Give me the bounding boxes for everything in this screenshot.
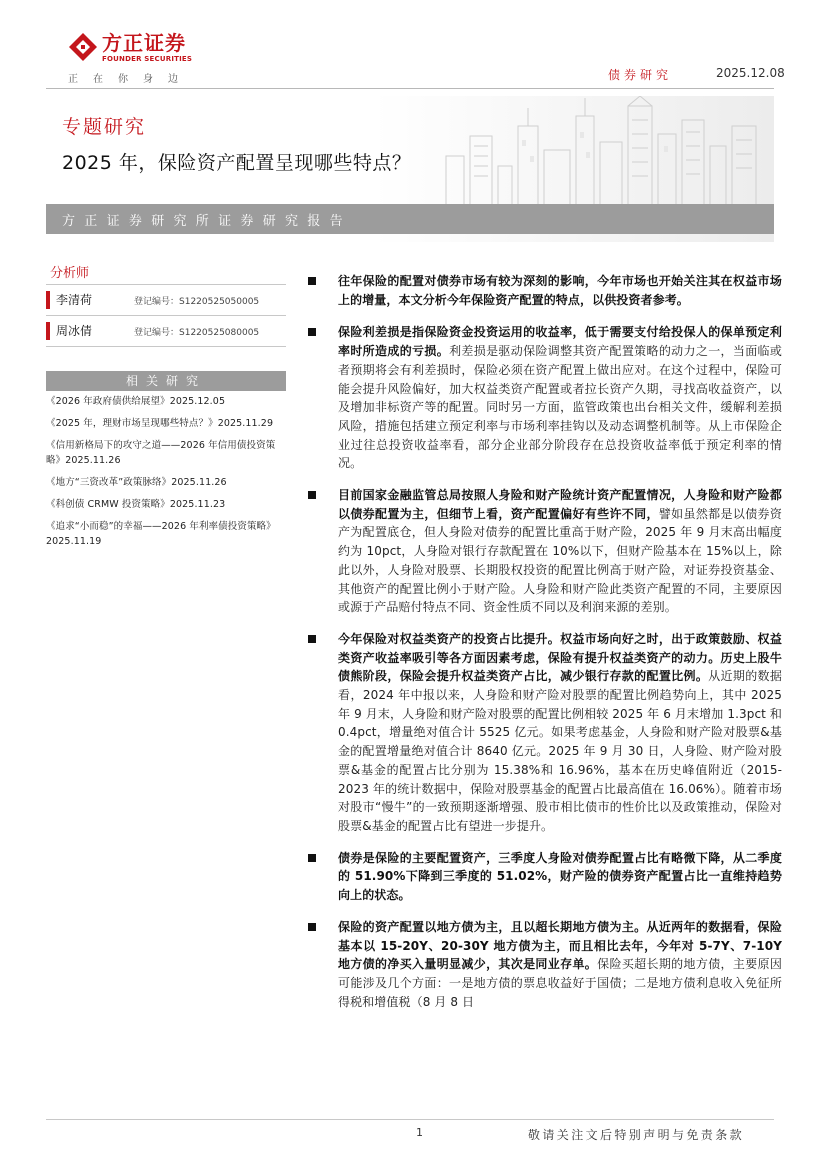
brand-name-en: FOUNDER SECURITIES	[102, 55, 193, 63]
analyst-card	[46, 320, 286, 344]
report-date: 2025.12.08	[716, 66, 785, 80]
paragraph-lead: 目前国家金融监管总局按照人身险和财产险统计资产配置情况，人身险和财产险都以债券配置为主，但细节上看，资产配置偏好有些许不同，	[338, 488, 782, 521]
report-type-label: 专题研究	[62, 116, 147, 138]
summary-paragraph	[308, 486, 782, 617]
analyst-name: 李清荷	[56, 293, 93, 307]
square-bullet-icon	[308, 923, 316, 931]
report-body	[308, 272, 782, 1024]
related-research-link[interactable]: 《信用新格局下的攻守之道——2026 年信用债投资策略》2025.11.26	[46, 440, 276, 466]
paragraph-lead: 债券是保险的主要配置资产，三季度人身险对债券配置占比有略微下降，从二季度的 51.90%下降到三季度的 51.02%，财产险的债券资产配置占比一直维持趋势向上的状态。	[338, 850, 782, 903]
analysts-heading: 分析师	[50, 266, 90, 281]
footer-divider	[46, 1119, 774, 1120]
summary-paragraph	[308, 918, 782, 1012]
related-research-link[interactable]: 《地方“三资改革”政策脉络》2025.11.26	[46, 477, 227, 488]
founder-logo-icon	[68, 32, 98, 62]
company-logo	[68, 32, 228, 84]
paragraph-lead: 保险的资产配置以地方债为主，且以超长期地方债为主。从近两年的数据看，保险基本以 15-20Y、20-30Y 地方债为主，而且相比去年，今年对 5-7Y、7-10Y 地方债的净买入量明显减少，其次是同业存单。	[338, 919, 782, 972]
related-research-list	[46, 394, 288, 556]
analyst-registration: 登记编号：S1220525080005	[134, 328, 260, 338]
summary-paragraph	[308, 630, 782, 836]
analyst-accent-bar	[46, 291, 50, 309]
brand-name: 方正证券	[102, 31, 186, 55]
header-divider	[46, 88, 774, 89]
analyst-name: 周冰倩	[56, 324, 93, 338]
analysts-top-divider	[46, 284, 286, 285]
analyst-card	[46, 289, 286, 313]
report-banner	[46, 96, 774, 242]
disclaimer-note: 敬请关注文后特别声明与免责条款	[528, 1128, 745, 1142]
report-source-text: 方正证券研究所证券研究报告	[62, 214, 352, 229]
report-title: 2025 年，保险资产配置呈现哪些特点？	[62, 152, 412, 174]
summary-paragraph	[308, 849, 782, 905]
related-research-link[interactable]: 《追求“小而稳”的幸福——2026 年利率债投资策略》2025.11.19	[46, 521, 276, 547]
analyst-divider	[46, 315, 286, 316]
analyst-divider	[46, 346, 286, 347]
brand-slogan: 正在你身边	[68, 74, 193, 85]
related-research-link[interactable]: 《2025 年，理财市场呈现哪些特点？》2025.11.29	[46, 418, 274, 429]
square-bullet-icon	[308, 491, 316, 499]
square-bullet-icon	[308, 635, 316, 643]
page-number: 1	[416, 1126, 423, 1139]
square-bullet-icon	[308, 328, 316, 336]
report-category: 债券研究	[608, 68, 673, 82]
summary-paragraph	[308, 323, 782, 473]
paragraph-text: 从近期的数据看，2024 年中报以来，人身险和财产险对股票的配置比例趋势向上，其中 2025 年 9 月末，人身险和财产险对股票的配置比例相较 2025 年 6 月末增加 1.3pct 和 0.4pct，增量绝对值合计 5525 亿元。如果考虑基金，人身险和财产险对股票&基金的配置增量绝对值合计 8640 亿元。2025 年 9 月 30 日，人身险、财产险对股票&基金的配置占比分别为 15.38%和 16.96%，基本在历史峰值附近（2015-2023 年的统计数据中，保险对股票基金的配置占比最高值在 16.06%）。随着市场对股市“慢牛”的一致预期逐渐增强、股市相比债市的性价比以及政策推动，保险对股票&基金的配置占比有望进一步提升。	[338, 669, 782, 833]
summary-paragraph	[308, 272, 782, 309]
paragraph-lead: 保险利差损是指保险资金投资运用的收益率，低于需要支付给投保人的保单预定利率时所造成的亏损。	[338, 325, 782, 359]
paragraph-text: 譬如虽然都是以债券资产为配置底仓，但人身险对债券的配置比重高于财产险，2025 年 9 月末高出幅度约为 10pct，人身险对银行存款配置在 10%以下，但财产险基本在 15%以上，除此以外，人身险对股票、长期股权投资的配置比例高于财产险，对证券投资基金、其他资产的配置比例小于财产险。人身险和财产险此类资产配置的不同，主要原因或源于产品赔付特点不同、资金性质不同以及利润来源的差别。	[338, 506, 782, 615]
paragraph-text: 保险买超长期的地方债，主要原因可能涉及几个方面：一是地方债的票息收益好于国债；二是地方债利息收入免征所得税和增值税（8 月 8 日	[338, 957, 782, 1009]
analyst-registration: 登记编号：S1220525050005	[134, 297, 260, 307]
paragraph-text: 利差损是驱动保险调整其资产配置策略的动力之一，当面临或者预期将会有利差损时，保险必须在资产配置上做出应对。在这个过程中，保险可能会提升风险偏好，加大权益类资产配置或者拉长资产久期，寻找高收益资产，以及增加非标资产等的配置。同时另一方面，监管政策也出台相关文件，缓解利差损风险，措施包括建立预定利率与市场利率挂钩以及动态调整机制等。从上市保险企业过往总投资收益率看，部分企业部分阶段存在总投资收益率低于预定利率的情况。	[338, 344, 782, 471]
related-research-heading: 相关研究	[46, 371, 286, 391]
square-bullet-icon	[308, 277, 316, 285]
square-bullet-icon	[308, 854, 316, 862]
related-research-link[interactable]: 《科创债 CRMW 投资策略》2025.11.23	[46, 499, 226, 510]
report-source-strip	[46, 204, 774, 234]
paragraph-lead: 今年保险对权益类资产的投资占比提升。权益市场向好之时，出于政策鼓励、权益类资产收益率吸引等各方面因素考虑，保险有提升权益类资产的动力。历史上股牛债熊阶段，保险会提升权益类资产占比，减少银行存款的配置比例。	[338, 631, 782, 684]
related-research-link[interactable]: 《2026 年政府债供给展望》2025.12.05	[46, 396, 226, 407]
paragraph-lead: 往年保险的配置对债券市场有较为深刻的影响，今年市场也开始关注其在权益市场上的增量，本文分析今年保险资产配置的特点，以供投资者参考。	[338, 274, 782, 307]
analyst-accent-bar	[46, 322, 50, 340]
